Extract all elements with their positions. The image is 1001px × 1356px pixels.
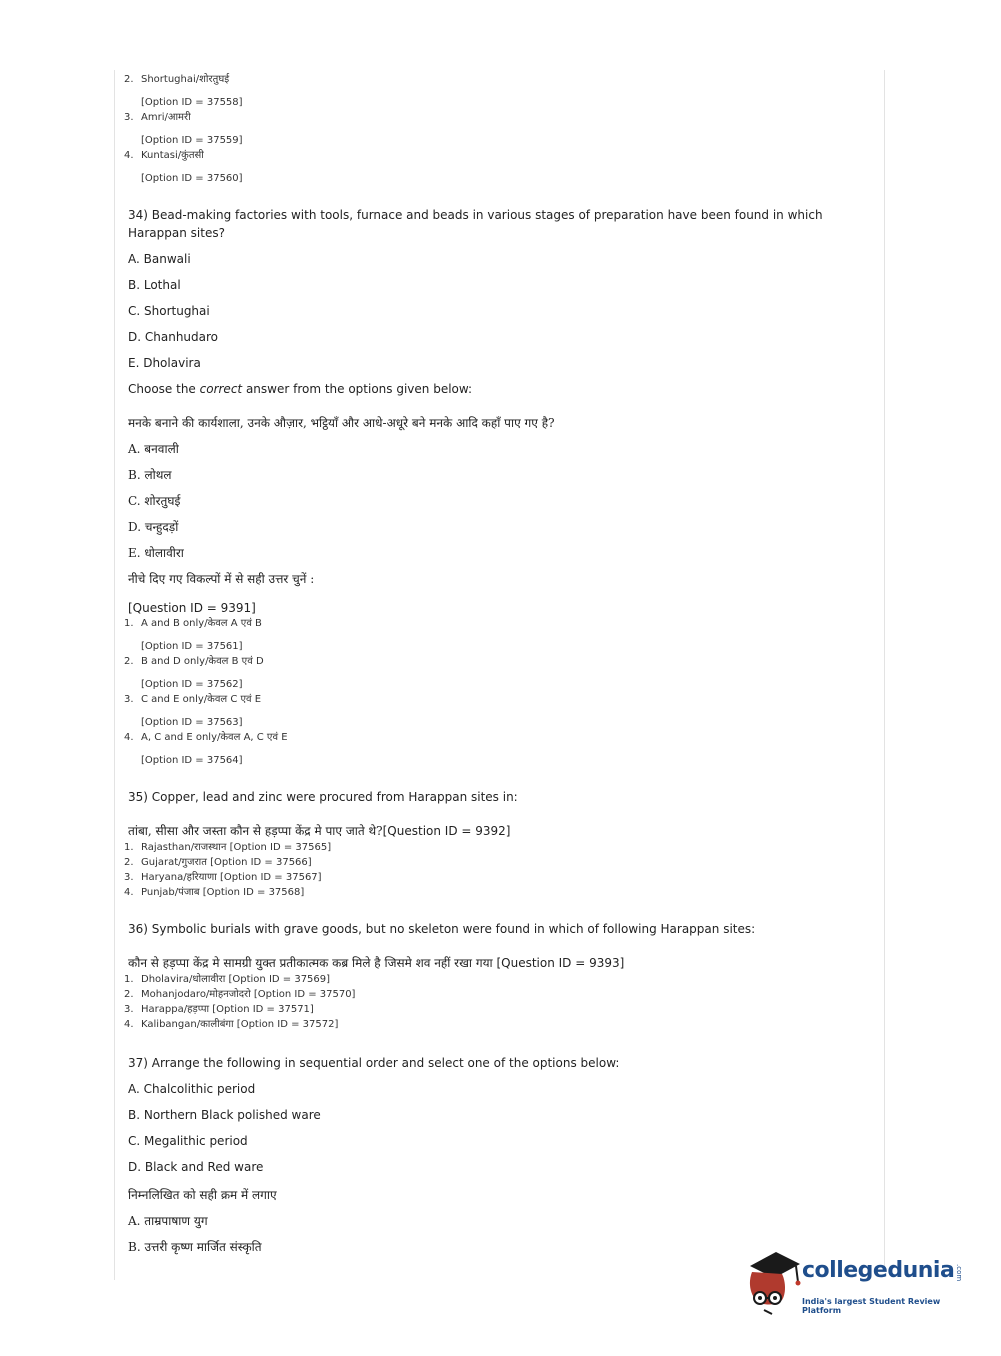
question-id: [Question ID = 9391] xyxy=(128,601,256,615)
statement-list xyxy=(124,250,864,372)
statement-item: C. शोरतुघई xyxy=(128,494,181,508)
option-item: 3. C and E only/केवल C एवं E xyxy=(124,694,262,705)
statement-item: B. Northern Black polished ware xyxy=(128,1108,321,1122)
option-item: 4. Punjab/पंजाब [Option ID = 37568] xyxy=(124,887,305,898)
statement-item: A. Chalcolithic period xyxy=(128,1082,256,1096)
left-margin-line xyxy=(114,70,115,1280)
question-text: 34) Bead-making factories with tools, furnace and beads in various stages of preparation have been found in which Harappan sites? xyxy=(128,208,823,240)
option-item: 1. Dholavira/धोलावीरा [Option ID = 37569] xyxy=(124,974,331,985)
hindi-question-text: कौन से हड़प्पा केंद्र मे सामग्री युक्त प्रतीकात्मक कब्र मिले है जिसमे शव नहीं रखा गया [Question ID = 9393] xyxy=(128,956,625,970)
option-id: [Option ID = 37561] xyxy=(141,641,243,652)
question-36 xyxy=(124,920,864,1032)
statement-list xyxy=(124,1080,864,1176)
question-id: [Question ID = 9393] xyxy=(496,956,625,970)
statement-item: B. लोथल xyxy=(128,468,172,482)
statement-item: A. ताम्रपाषाण युग xyxy=(128,1214,208,1228)
question-paper-page xyxy=(124,72,864,1264)
statement-item: E. Dholavira xyxy=(128,356,201,370)
option-id: [Option ID = 37562] xyxy=(141,679,243,690)
option-item: 4. Kuntasi/कुंतसी xyxy=(124,150,204,161)
hindi-question-text: तांबा, सीसा और जस्ता कौन से हड़प्पा केंद्र मे पाए जाते थे?[Question ID = 9392] xyxy=(128,824,511,838)
logo-wordmark: collegedunia xyxy=(802,1258,955,1283)
statement-item: C. Shortughai xyxy=(128,304,210,318)
question-34 xyxy=(124,206,864,768)
hindi-statement-list xyxy=(124,440,864,562)
question-37 xyxy=(124,1054,864,1256)
statement-item: D. Black and Red ware xyxy=(128,1160,264,1174)
question-35 xyxy=(124,788,864,900)
option-id: [Option ID = 37563] xyxy=(141,717,243,728)
logo-tagline: India's largest Student Review Platform xyxy=(802,1297,941,1315)
question-text: 37) Arrange the following in sequential order and select one of the options below: xyxy=(128,1056,620,1070)
statement-item: B. उत्तरी कृष्ण मार्जित संस्कृति xyxy=(128,1240,262,1254)
answer-options xyxy=(124,616,864,768)
question-id: [Question ID = 9392] xyxy=(382,824,511,838)
option-item: 2. B and D only/केवल B एवं D xyxy=(124,656,264,667)
question-text: 35) Copper, lead and zinc were procured from Harappan sites in: xyxy=(128,790,518,804)
statement-item: C. Megalithic period xyxy=(128,1134,248,1148)
statement-item: A. Banwali xyxy=(128,252,191,266)
option-id: [Option ID = 37559] xyxy=(141,135,243,146)
answer-options xyxy=(124,972,864,1032)
right-margin-line xyxy=(884,70,885,1270)
option-id: [Option ID = 37564] xyxy=(141,755,243,766)
logo-domain-suffix: .com xyxy=(955,1264,963,1282)
statement-item: A. बनवाली xyxy=(128,442,179,456)
option-id: [Option ID = 37560] xyxy=(141,173,243,184)
option-item: 2. Gujarat/गुजरात [Option ID = 37566] xyxy=(124,857,312,868)
option-item: 3. Harappa/हड़प्पा [Option ID = 37571] xyxy=(124,1004,314,1015)
hindi-question-text: मनके बनाने की कार्यशाला, उनके औज़ार, भट्ठियाँ और आधे-अधूरे बने मनके आदि कहाँ पाए गए है? xyxy=(128,416,555,430)
answer-options xyxy=(124,840,864,900)
option-item: 2. Mohanjodaro/मोहनजोदरो [Option ID = 37570] xyxy=(124,989,356,1000)
statement-item: B. Lothal xyxy=(128,278,181,292)
choose-instruction: Choose the correct answer from the options given below: xyxy=(128,382,473,396)
collegedunia-logo[interactable] xyxy=(742,1248,972,1320)
option-id: [Option ID = 37558] xyxy=(141,97,243,108)
statement-item: D. Chanhudaro xyxy=(128,330,219,344)
option-item: 1. Rajasthan/राजस्थान [Option ID = 37565] xyxy=(124,842,332,853)
question-text: 36) Symbolic burials with grave goods, but no skeleton were found in which of following Harappan sites: xyxy=(128,922,756,936)
statement-item: D. चन्हुदड़ों xyxy=(128,520,179,534)
statement-item: E. धोलावीरा xyxy=(128,546,184,560)
hindi-question-text: निम्नलिखित को सही क्रम में लगाए xyxy=(128,1188,277,1202)
option-item: 4. A, C and E only/केवल A, C एवं E xyxy=(124,732,288,743)
student-mascot-icon xyxy=(742,1248,802,1316)
option-item: 3. Amri/आमरी xyxy=(124,112,191,123)
option-item: 2. Shortughai/शोरतुघई xyxy=(124,74,230,85)
q33-options-tail xyxy=(124,72,864,186)
option-item: 1. A and B only/केवल A एवं B xyxy=(124,618,262,629)
option-item: 3. Haryana/हरियाणा [Option ID = 37567] xyxy=(124,872,322,883)
option-item: 4. Kalibangan/कालीबंगा [Option ID = 37572] xyxy=(124,1019,339,1030)
hindi-choose-instruction: नीचे दिए गए विकल्पों में से सही उत्तर चुनें : xyxy=(128,572,315,586)
